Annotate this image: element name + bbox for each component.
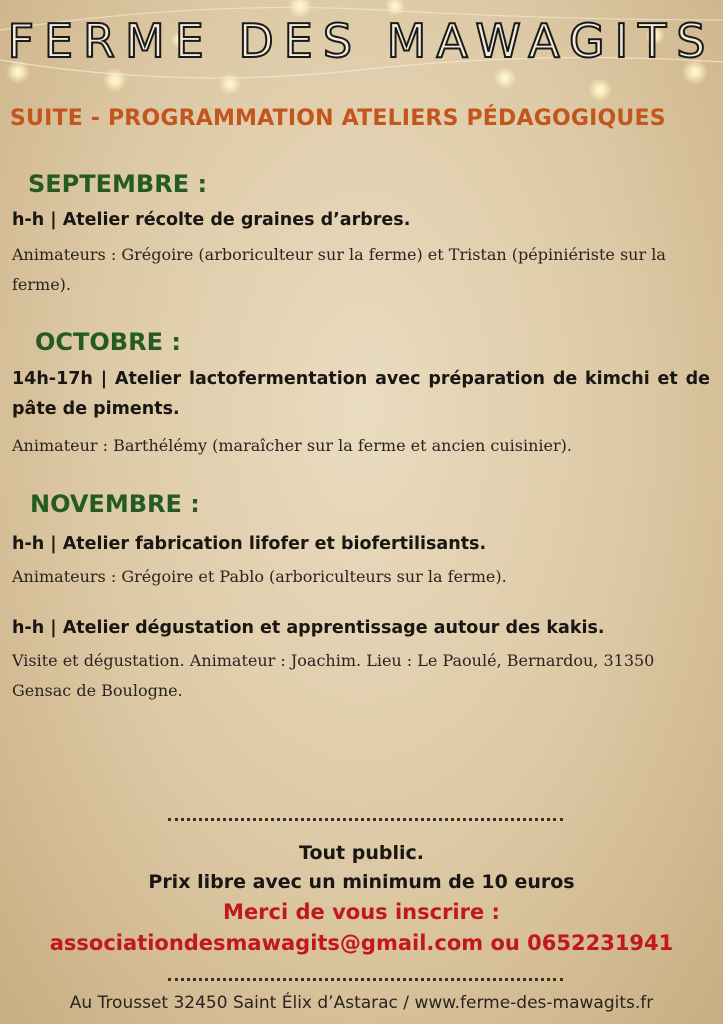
workshop-description: Animateurs : Grégoire et Pablo (arboriculteurs sur la ferme). bbox=[12, 567, 507, 586]
workshop-description: Animateur : Barthélémy (maraîcher sur la ferme et ancien cuisinier). bbox=[12, 436, 572, 455]
dotted-divider bbox=[168, 818, 563, 821]
month-october: OCTOBRE : bbox=[35, 328, 181, 356]
workshop-heading: h-h | Atelier fabrication lifofer et biofertilisants. bbox=[12, 534, 487, 554]
month-november: NOVEMBRE : bbox=[30, 490, 200, 518]
footer-address: Au Trousset 32450 Saint Élix d’Astarac / www.ferme-des-mawagits.fr bbox=[69, 993, 654, 1013]
farm-title: FERME DES MAWAGITS bbox=[7, 14, 716, 68]
workshop-description: Visite et dégustation. Animateur : Joachim. Lieu : Le Paoulé, Bernardou, 31350 Gensac de Boulogne. bbox=[12, 651, 655, 700]
workshop-heading: h-h | Atelier récolte de graines d’arbres. bbox=[12, 210, 411, 230]
workshop-heading: h-h | Atelier dégustation et apprentissage autour des kakis. bbox=[12, 618, 605, 638]
audience-text: Tout public. bbox=[299, 842, 424, 864]
contact-text[interactable]: associationdesmawagits@gmail.com ou 0652231941 bbox=[49, 931, 674, 955]
month-september: SEPTEMBRE : bbox=[28, 170, 208, 198]
price-text: Prix libre avec un minimum de 10 euros bbox=[148, 871, 575, 893]
workshop-heading: 14h-17h | Atelier lactofermentation avec préparation de kimchi et de pâte de piments. bbox=[12, 369, 710, 419]
workshop-description: Animateurs : Grégoire (arboriculteur sur la ferme) et Tristan (pépiniériste sur la ferme). bbox=[12, 245, 666, 294]
program-subtitle: SUITE - PROGRAMMATION ATELIERS PÉDAGOGIQUES bbox=[10, 106, 666, 131]
dotted-divider bbox=[168, 978, 563, 981]
register-text: Merci de vous inscrire : bbox=[223, 900, 500, 924]
